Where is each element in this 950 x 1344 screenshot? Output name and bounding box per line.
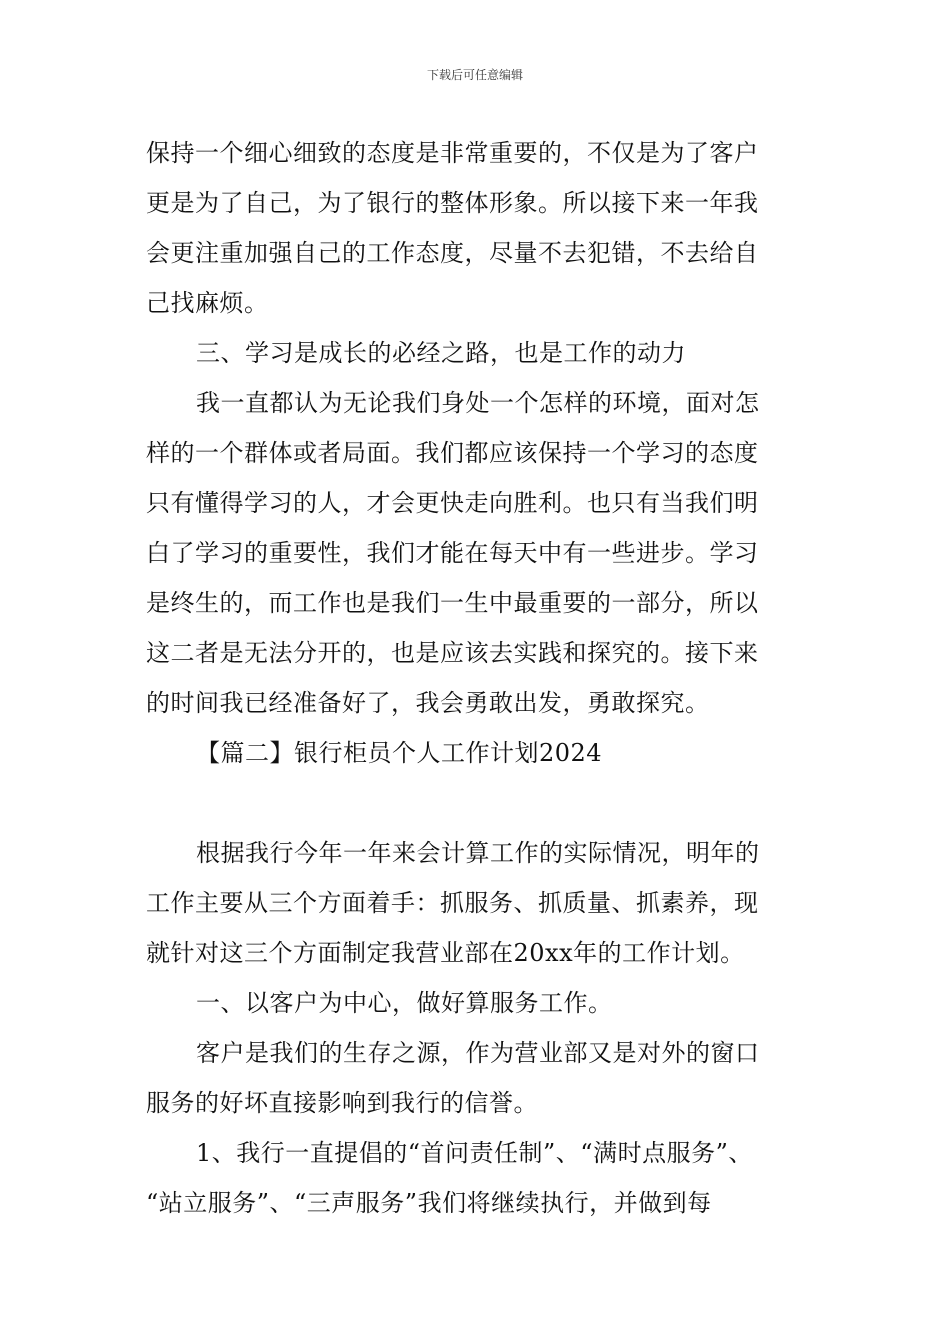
text-line: 更是为了自己，为了银行的整体形象。所以接下来一年我: [146, 189, 759, 217]
text-line: 会更注重加强自己的工作态度，尽量不去犯错，不去给自: [146, 239, 759, 267]
text-line: 这二者是无法分开的，也是应该去实践和探究的。接下来: [146, 639, 759, 667]
text-line: 服务的好坏直接影响到我行的信誉。: [146, 1089, 538, 1117]
text-line: “站立服务”、“三声服务”我们将继续执行，并做到每: [146, 1189, 712, 1217]
text-line: 客户是我们的生存之源，作为营业部又是对外的窗口: [196, 1039, 760, 1067]
text-line: 1、我行一直提倡的“首问责任制”、“满时点服务”、: [196, 1139, 753, 1167]
blank-line: [146, 778, 808, 828]
text-line: 只有懂得学习的人，才会更快走向胜利。也只有当我们明: [146, 489, 759, 517]
text-line: 白了学习的重要性，我们才能在每天中有一些进步。学习: [146, 539, 759, 567]
text-line: 根据我行今年一年来会计算工作的实际情况，明年的: [196, 839, 760, 867]
section-heading: 三、学习是成长的必经之路，也是工作的动力: [196, 339, 686, 367]
text-line: 己找麻烦。: [146, 289, 269, 317]
section-heading: 一、以客户为中心，做好算服务工作。: [196, 989, 613, 1017]
text-line: 工作主要从三个方面着手：抓服务、抓质量、抓素养，现: [146, 889, 759, 917]
text-line: 的时间我已经准备好了，我会勇敢出发，勇敢探究。: [146, 689, 710, 717]
text-line: 是终生的，而工作也是我们一生中最重要的一部分，所以: [146, 589, 759, 617]
text-line: 就针对这三个方面制定我营业部在20xx年的工作计划。: [146, 939, 745, 967]
text-line: 保持一个细心细致的态度是非常重要的，不仅是为了客户: [146, 139, 759, 167]
document-body: [146, 128, 808, 1228]
text-line: 样的一个群体或者局面。我们都应该保持一个学习的态度: [146, 439, 759, 467]
chapter-title: 【篇二】银行柜员个人工作计划2024: [196, 739, 603, 767]
page-header: 下载后可任意编辑: [426, 68, 523, 82]
text-line: 我一直都认为无论我们身处一个怎样的环境，面对怎: [196, 389, 760, 417]
